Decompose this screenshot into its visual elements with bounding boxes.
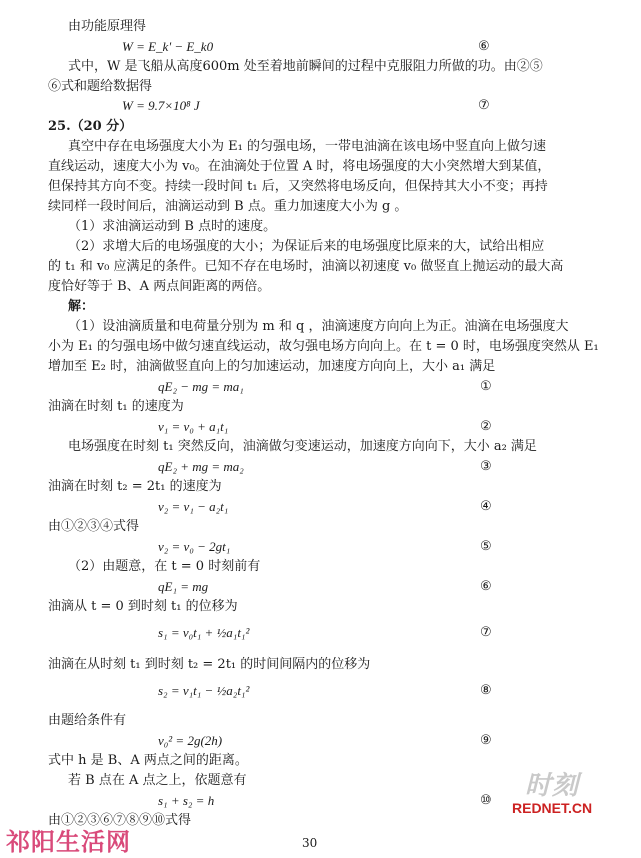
text-line: （1）设油滴质量和电荷量分别为 m 和 q ，油滴速度方向向上为正。油滴在电场强度大 (68, 319, 569, 334)
text-line: （2）求增大后的电场强度的大小；为保证后来的电场强度比原来的大，试给出相应 (68, 239, 545, 254)
text-line: 式中，W 是飞船从高度600m 处至着地前瞬间的过程中克服阻力所做的功。由②⑤ (68, 59, 543, 74)
text-line: 真空中存在电场强度大小为 E₁ 的匀强电场，一带电油滴在该电场中竖直向上做匀速 (68, 139, 546, 154)
watermark-time-logo: 时刻 (525, 770, 580, 800)
text-line: （2）由题意，在 t = 0 时刻前有 (68, 559, 261, 574)
text-line: 由功能原理得 (68, 19, 147, 34)
text-line: 由题给条件有 (48, 713, 127, 728)
text-line: 但保持其方向不变。持续一段时间 t₁ 后，又突然将电场反向，但保持其大小不变；再持 (48, 179, 548, 194)
text-line: 直线运动，速度大小为 v₀。在油滴处于位置 A 时，将电场强度的大小突然增大到某值， (48, 159, 551, 174)
equation: qE₂ + mg = ma₂ (158, 459, 244, 474)
text-line: 由①②③④式得 (48, 519, 140, 534)
equation-number: ④ (480, 499, 492, 514)
equation-number: ② (480, 419, 492, 434)
watermark-brand: REDNET.CN (512, 800, 593, 816)
text-line: 油滴在从时刻 t₁ 到时刻 t₂ = 2t₁ 的时间间隔内的位移为 (48, 657, 371, 672)
equation: W = E_k' − E_k0 (122, 39, 214, 54)
equation: v₁ = v₀ + a₁t₁ (158, 419, 229, 434)
equation-number: ⑥ (478, 39, 490, 54)
equation: s₁ + s₂ = h (158, 793, 215, 808)
equation: s₂ = v₁t₁ − ½a₂t₁² (158, 683, 250, 698)
equation: v₂ = v₀ − 2gt₁ (158, 539, 231, 554)
text-line: 油滴从 t = 0 到时刻 t₁ 的位移为 (48, 599, 238, 614)
equation-number: ⑩ (480, 793, 492, 808)
watermark-site-logo: 祁阳生活网 (6, 828, 131, 856)
text-line: 度恰好等于 B、A 两点间距离的两倍。 (48, 279, 271, 294)
text-line: （1）求油滴运动到 B 点时的速度。 (68, 219, 277, 234)
equation-number: ⑥ (480, 579, 492, 594)
equation: s₁ = v₀t₁ + ½a₁t₁² (158, 625, 250, 640)
text-line: 小为 E₁ 的匀强电场中做匀速直线运动，故匀强电场方向向上。在 t = 0 时，电场强度突然从 E₁ (48, 339, 599, 354)
equation-number: ⑤ (480, 539, 492, 554)
text-line: 油滴在时刻 t₁ 的速度为 (48, 399, 184, 414)
equation: qE₁ = mg (158, 579, 209, 594)
text-line: 式中 h 是 B、A 两点之间的距离。 (48, 753, 248, 768)
equation-number: ③ (480, 459, 492, 474)
text-line: 油滴在时刻 t₂ = 2t₁ 的速度为 (48, 479, 222, 494)
equation: v₀² = 2g(2h) (158, 733, 223, 748)
text-line: 若 B 点在 A 点之上，依题意有 (68, 773, 247, 788)
text-line: 续同样一段时间后，油滴运动到 B 点。重力加速度大小为 g 。 (48, 199, 408, 214)
question-heading: 25.（20 分） (48, 119, 133, 134)
equation: v₂ = v₁ − a₂t₁ (158, 499, 229, 514)
equation-number: ⑧ (480, 683, 492, 698)
text-line: 增加至 E₂ 时，油滴做竖直向上的匀加速运动，加速度方向向上，大小 a₁ 满足 (48, 359, 496, 374)
equation: W = 9.7×10⁸ J (122, 98, 200, 113)
text-line: 的 t₁ 和 v₀ 应满足的条件。已知不存在电场时，油滴以初速度 v₀ 做竖直上抛运动的最大高 (48, 259, 564, 274)
equation-number: ⑦ (480, 625, 492, 640)
text-line: 由①②③⑥⑦⑧⑨⑩式得 (48, 813, 192, 828)
text-line: ⑥式和题给数据得 (48, 79, 153, 94)
text-line: 电场强度在时刻 t₁ 突然反向，油滴做匀变速运动，加速度方向向下，大小 a₂ 满足 (68, 439, 537, 454)
equation-number: ⑦ (478, 98, 490, 113)
equation-number: ① (480, 379, 492, 394)
solution-heading: 解： (68, 299, 95, 314)
equation-number: ⑨ (480, 733, 492, 748)
equation: qE₂ − mg = ma₁ (158, 379, 244, 394)
page-number: 30 (302, 836, 318, 850)
